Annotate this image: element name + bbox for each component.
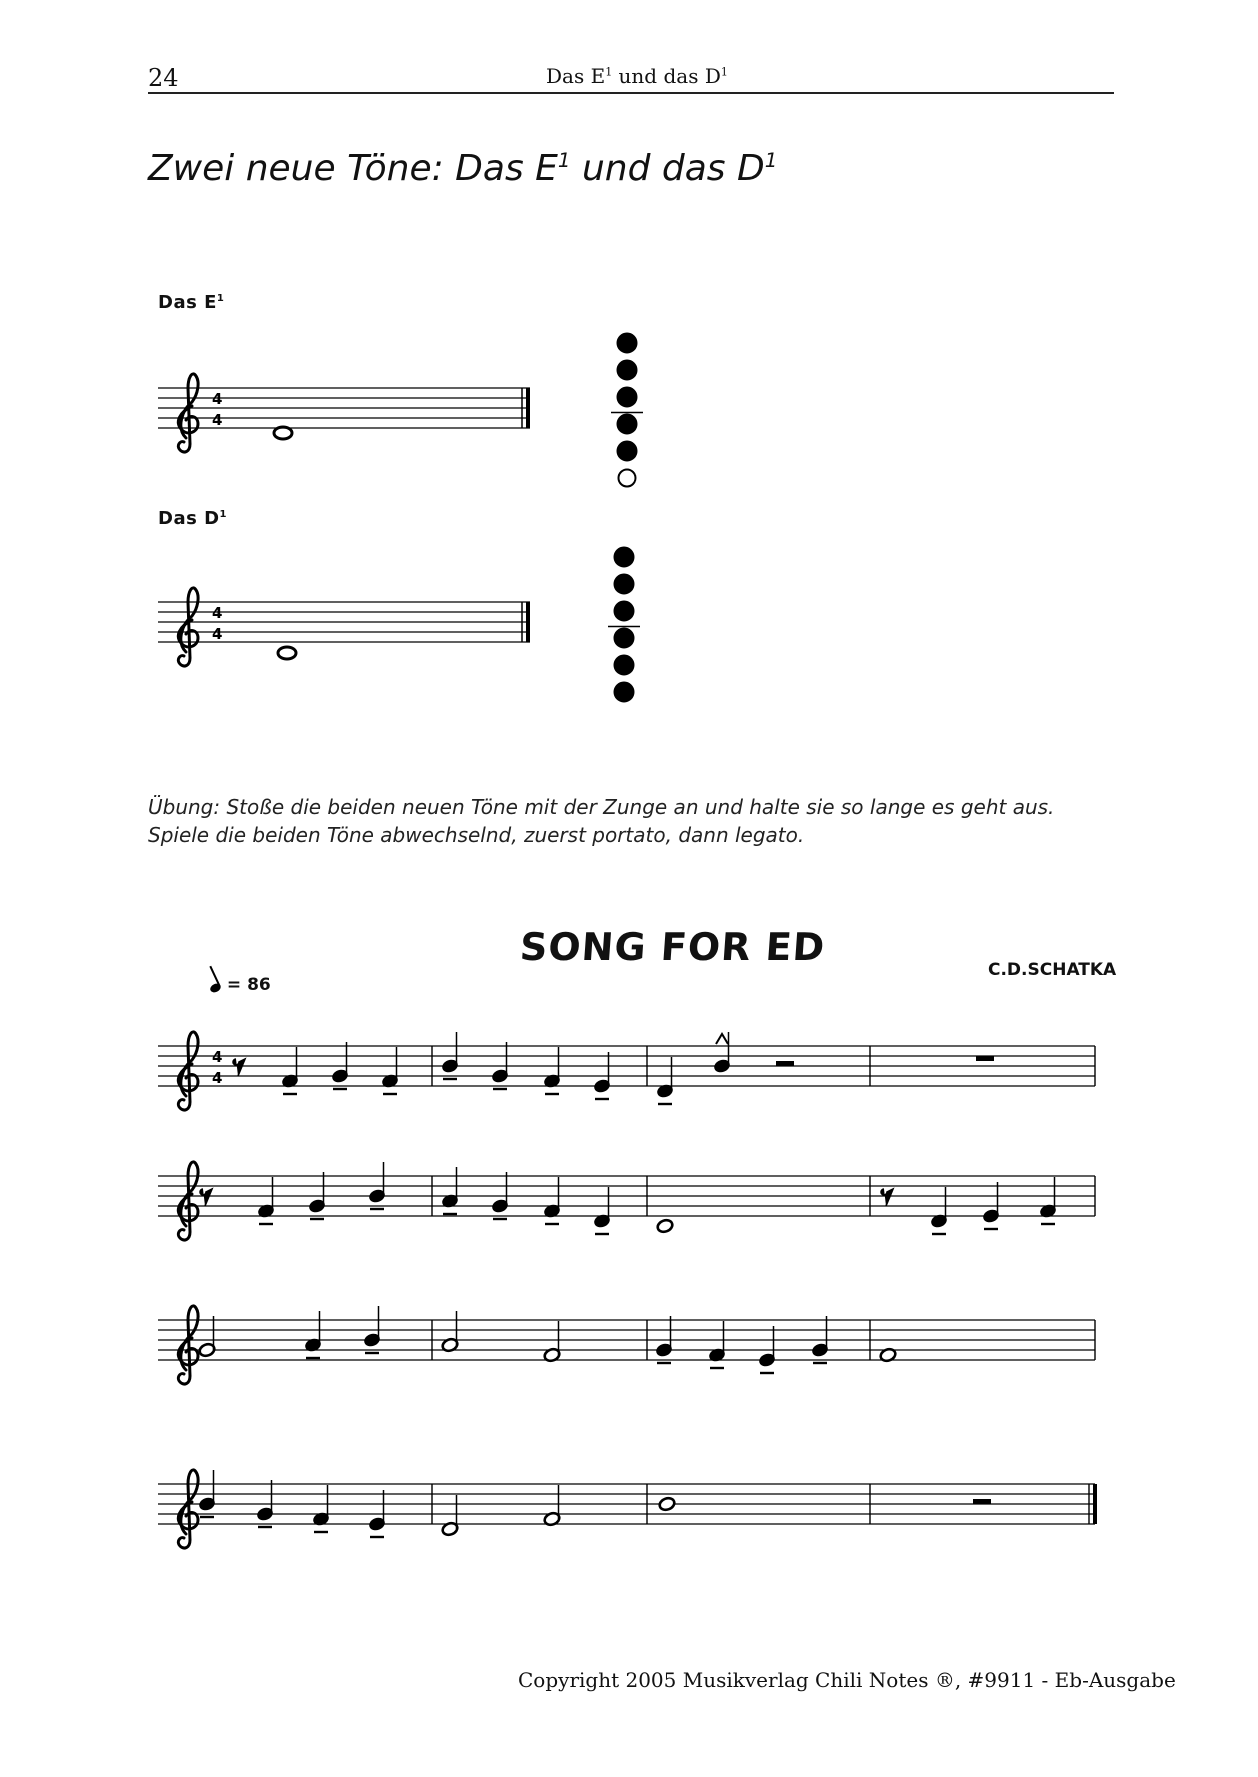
- time-signature-top: 4: [212, 390, 223, 408]
- note-label-d1: Das $D^1$: [158, 508, 227, 529]
- closed-hole-icon: [615, 575, 634, 594]
- closed-hole-icon: [615, 683, 634, 702]
- exercise-line-2: Spiele die beiden Töne abwechselnd, zuerst portato, dann legato.: [148, 823, 805, 847]
- staff-e1: [158, 374, 530, 452]
- closed-hole-icon: [615, 629, 634, 648]
- fingering-chart-d1: [608, 548, 640, 702]
- song-score: [158, 1032, 1095, 1548]
- closed-hole-icon: [618, 415, 637, 434]
- note-head: [656, 1218, 674, 1233]
- page-title: Zwei neue Töne: Das $E^1$ und das $D^1$: [148, 148, 778, 189]
- closed-hole-icon: [618, 442, 637, 461]
- tempo-marking: = 86: [210, 975, 271, 995]
- running-head: Das $E^1$ und das $D^1$: [546, 64, 728, 88]
- closed-hole-icon: [615, 548, 634, 567]
- closed-hole-icon: [618, 361, 637, 380]
- treble-clef-icon: [178, 1306, 198, 1384]
- closed-hole-icon: [618, 334, 637, 353]
- page-number: 24: [148, 64, 179, 92]
- treble-clef-icon: [178, 1032, 198, 1110]
- closed-hole-icon: [618, 388, 637, 407]
- fingering-chart-e1: [611, 334, 643, 487]
- staff-d1: [158, 588, 530, 666]
- note-head: [658, 1496, 676, 1511]
- svg-text:4: 4: [212, 1048, 223, 1066]
- time-signature-bottom: 4: [212, 411, 223, 429]
- treble-clef-icon: [178, 1162, 198, 1240]
- copyright-footer: Copyright 2005 Musikverlag Chili Notes ®, #9911 - Eb-Ausgabe: [518, 1668, 1176, 1692]
- svg-text:4: 4: [212, 1069, 223, 1087]
- open-hole-icon: [619, 470, 636, 487]
- time-signature-bottom: 4: [212, 625, 223, 643]
- note-label-e1: Das $E^1$: [158, 292, 225, 313]
- time-signature-top: 4: [212, 604, 223, 622]
- whole-note-e1: [274, 427, 292, 439]
- exercise-line-1: Übung: Stoße die beiden neuen Töne mit der Zunge an und halte sie so lange es geht aus.: [148, 795, 1055, 819]
- whole-note-d1: [278, 647, 296, 659]
- song-title: SONG FOR ED: [518, 925, 827, 969]
- composer: C.D.SCHATKA: [988, 960, 1117, 980]
- treble-clef-icon: [178, 1470, 198, 1548]
- treble-clef-icon: [178, 374, 198, 452]
- closed-hole-icon: [615, 656, 634, 675]
- treble-clef-icon: [178, 588, 198, 666]
- closed-hole-icon: [615, 602, 634, 621]
